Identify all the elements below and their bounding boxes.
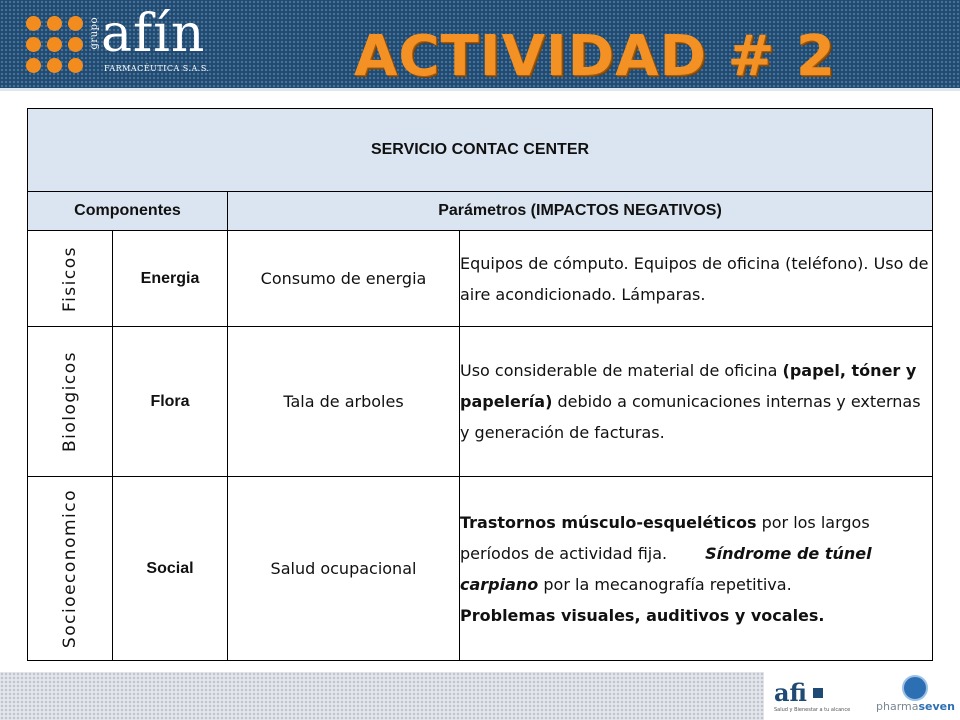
seven-text: seven <box>918 700 955 713</box>
component-cell: Social <box>113 477 228 661</box>
pharmaseven-logo-text <box>876 700 955 713</box>
afi-logo-box-icon <box>813 688 823 698</box>
category-label: Biologicos <box>60 350 80 453</box>
pharma-text: pharma <box>876 700 919 713</box>
table-row <box>28 477 933 661</box>
table-row <box>28 231 933 327</box>
component-cell: Flora <box>113 327 228 477</box>
table-row <box>28 327 933 477</box>
page-title: ACTIVIDAD # 2 <box>354 24 836 89</box>
impacts-table <box>27 108 933 661</box>
logo-subtitle: FARMACÉUTICA S.A.S. <box>104 64 210 73</box>
parameter-cell: Consumo de energia <box>228 231 460 327</box>
header-banner <box>0 0 960 91</box>
category-cell <box>28 231 113 327</box>
header-parameters: Parámetros (IMPACTOS NEGATIVOS) <box>228 192 933 231</box>
description-bold-text: (papel, tóner y papelería) <box>460 361 917 411</box>
parameter-cell: Tala de arboles <box>228 327 460 477</box>
category-cell <box>28 327 113 477</box>
header-components: Componentes <box>28 192 228 231</box>
description-text: por la mecanografía repetitiva. <box>538 574 792 594</box>
pharmaseven-globe-icon <box>902 675 928 701</box>
component-cell: Energia <box>113 231 228 327</box>
description-cell <box>460 327 933 477</box>
description-cell <box>460 231 933 327</box>
category-cell <box>28 477 113 661</box>
footer-bar <box>0 672 960 720</box>
table-title: SERVICIO CONTAC CENTER <box>28 109 933 192</box>
logo-name: afín <box>101 4 206 64</box>
description-bold-text: Trastornos músculo-esqueléticos <box>460 512 757 532</box>
description-text: debido a comunicaciones internas y externas y generación de facturas. <box>460 392 921 442</box>
afi-tagline: Salud y Bienestar a tu alcance <box>774 707 851 713</box>
description-cell <box>460 477 933 661</box>
category-label: Fisicos <box>60 245 80 312</box>
footer-logos <box>764 672 960 720</box>
description-text: Equipos de cómputo. Equipos de oficina (teléfono). Uso de aire acondicionado. Lámparas. <box>460 253 929 304</box>
category-label: Socioeconomico <box>60 488 80 649</box>
description-bold-italic-text: Síndrome de túnel carpiano <box>460 543 872 594</box>
afi-logo: afi <box>774 678 807 707</box>
description-text: Uso considerable de material de oficina <box>460 361 783 380</box>
description-bold-text: Problemas visuales, auditivos y vocales. <box>460 605 825 625</box>
parameter-cell: Salud ocupacional <box>228 477 460 661</box>
description-text: por los largos períodos de actividad fija. <box>460 512 870 563</box>
logo-group-text: grupo <box>89 17 100 50</box>
grupo-afin-dots-logo <box>26 16 84 74</box>
